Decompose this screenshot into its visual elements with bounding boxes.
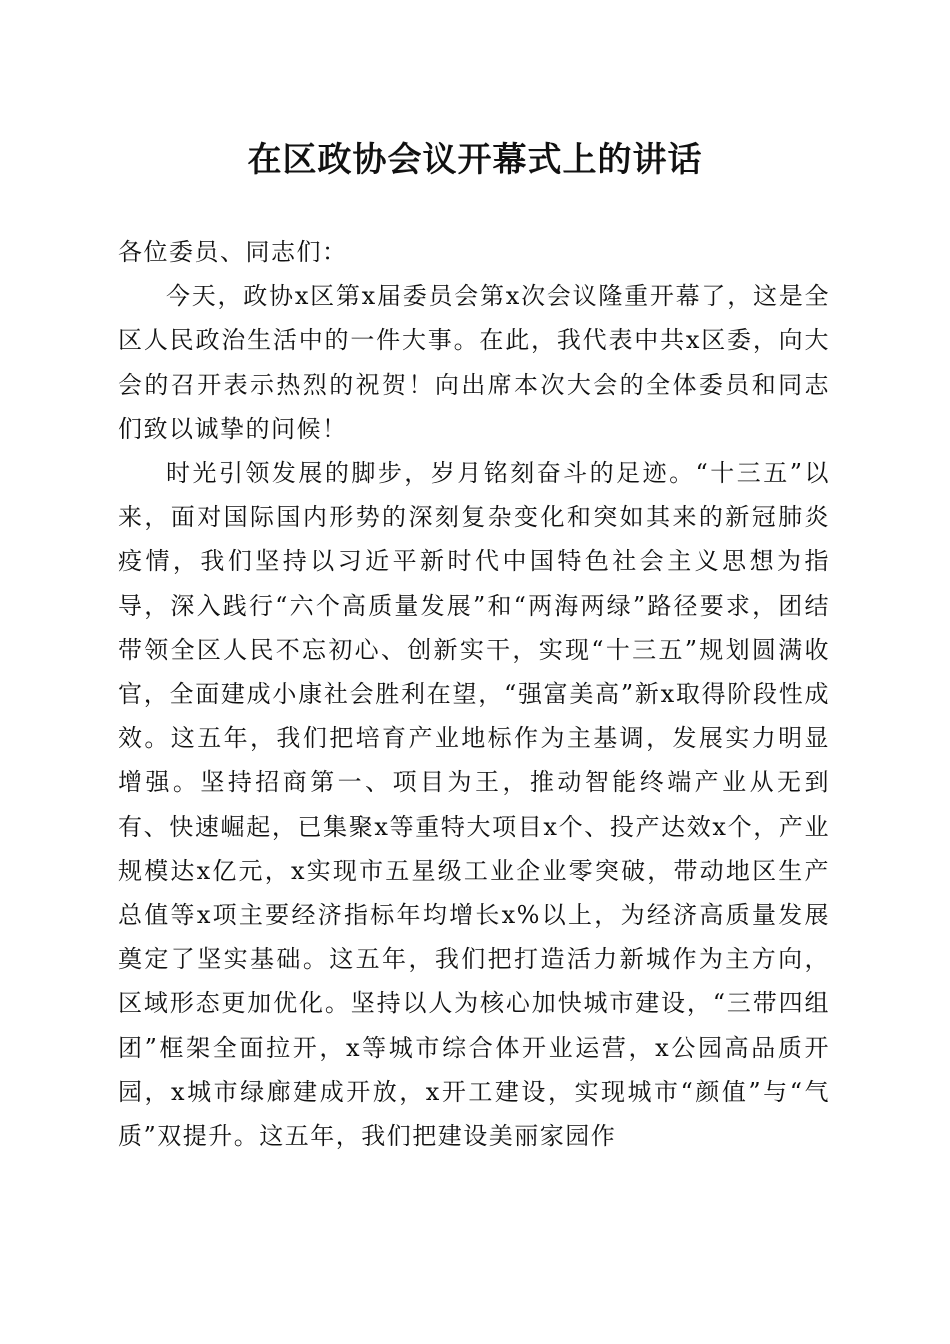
paragraph-review: 时光引领发展的脚步，岁月铭刻奋斗的足迹。“十三五”以来，面对国际国内形势的深刻复杂变化和突如其来的新冠肺炎疫情，我们坚持以习近平新时代中国特色社会主义思想为指导，深入践行“六个高质量发展”和“两海两绿”路径要求，团结带领全区人民不忘初心、创新实干，实现“十三五”规划圆满收官，全面建成小康社会胜利在望，“强富美高”新x取得阶段性成效。这五年，我们把培育产业地标作为主基调，发展实力明显增强。坚持招商第一、项目为王，推动智能终端产业从无到有、快速崛起，已集聚x等重特大项目x个、投产达效x个，产业规模达x亿元，x实现市五星级工业企业零突破，带动地区生产总值等x项主要经济指标年均增长x%以上，为经济高质量发展奠定了坚实基础。这五年，我们把打造活力新城作为主方向，区域形态更加优化。坚持以人为核心加快城市建设，“三带四组团”框架全面拉开，x等城市综合体开业运营，x公园高品质开园，x城市绿廊建成开放，x开工建设，实现城市“颜值”与“气质”双提升。这五年，我们把建设美丽家园作 (118, 459, 830, 1151)
paragraph-opening: 今天，政协x区第x届委员会第x次会议隆重开幕了，这是全区人民政治生活中的一件大事。在此，我代表中共x区委，向大会的召开表示热烈的祝贺！向出席本次大会的全体委员和同志们致以诚挚的问候！ (118, 282, 830, 443)
document-body (118, 230, 830, 1158)
document-title: 在区政协会议开幕式上的讲话 (247, 140, 703, 180)
salutation: 各位委员、同志们： (118, 238, 348, 266)
